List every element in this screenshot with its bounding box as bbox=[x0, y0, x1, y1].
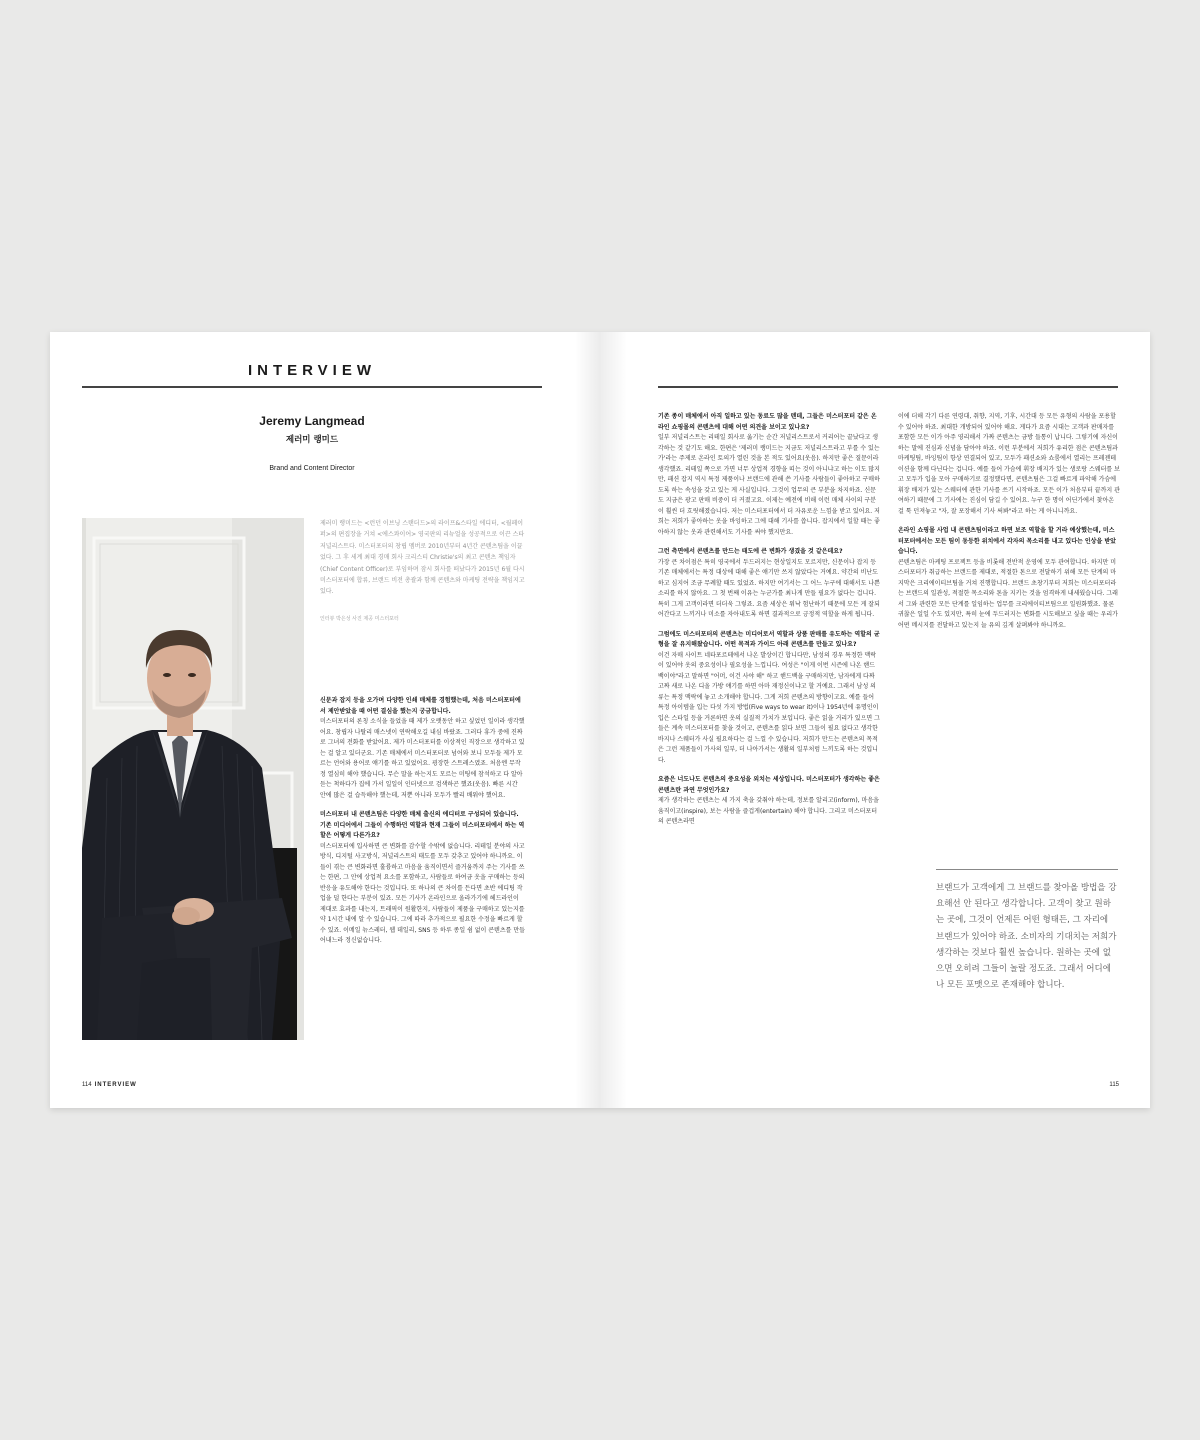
interviewee-role: Brand and Content Director bbox=[269, 465, 355, 472]
photo-credits: 인터뷰 박은성 사진 제공 미스터포터 bbox=[320, 616, 399, 622]
pull-quote: 브랜드가 고객에게 그 브랜드를 찾아올 방법을 강요해선 안 된다고 생각합니다. 고객이 찾고 원하는 곳에, 그것이 언제든 어떤 형태든, 그 자리에 브랜드가 있어야 하죠. 소비자의 기대치는 저희가 생각하는 것보다 훨씬 높습니다. 원하는 곳에 없으면 오히려 그들이 놀랄 정도죠. 그래서 어디에나 모든 포맷으로 존재해야 합니다. bbox=[936, 883, 1117, 991]
answer: 콘텐츠팀은 마케팅 프로젝트 등을 비롯해 전반적 운영에 모두 관여합니다. 하지만 미스터포터가 취급하는 브랜드를 제대로, 적절한 톤으로 전달하기 위해 모든 단계의 마지막은 크리에이티브팀을 거쳐 진행합니다. 브랜드 초창기부터 저희는 미스터포터라는 브랜드의 일관성, 적절한 목소리와 톤을 지키는 것을 엄격하게 내세웠습니다. 그래서 그와 관련한 모든 단계를 일임하는 업무를 크리에이티브팀으로 일원화했죠. 물론 귀찮은 일일 수도 있지만, 특히 눈에 두드러지는 변화를 시도해보고 싶을 때는 우리가 어떤 메시지를 전달하고 있는지 늘 유의 깊게 살펴봐야 하니까요. bbox=[898, 558, 1118, 629]
folio-left bbox=[82, 1082, 137, 1088]
page-number: 114 bbox=[82, 1082, 92, 1088]
question: 온라인 쇼핑몰 사업 내 콘텐츠팀이라고 하면 보조 역할을 할 거라 예상했는데, 미스터포터에서는 모든 팀이 동등한 위치에서 각자의 목소리를 내고 있다는 인상을 받았습니다. bbox=[898, 527, 1116, 555]
question: 요즘은 너도나도 콘텐츠의 중요성을 외치는 세상입니다. 미스터포터가 생각하는 좋은 콘텐츠란 과연 무엇인가요? bbox=[658, 776, 880, 794]
gutter-shadow bbox=[575, 332, 601, 1108]
answer: 미스터포터의 론칭 소식을 들었을 때 제가 오랫동안 하고 싶었던 일이라 생각했어요. 창립자 나탈리 매스넷이 연락해오길 내심 바랐죠. 그러다 휴가 중에 진짜로 그녀의 전화를 받았어요. 제가 미스터포터를 이상적인 직장으로 생각하고 있는 걸 알고 있더군요. 기존 매체에서 미스터포터로 넘어와 보니 모두들 제가 모르는 언어와 용어로 얘기를 하고 있었어요. 굉장한 스트레스였죠. 처음엔 무작정 열심히 해야 했습니다. 무슨 말을 하는지도 모르는 미팅에 참석하고 다 알아듣는 척하다가 집에 가서 일일이 인터넷으로 검색하곤 했죠(웃음). 빠른 시간 안에 많은 걸 습득해야 했는데, 저뿐 아니라 모두가 빨리 배워야 했어요. bbox=[320, 718, 525, 799]
header-rule bbox=[658, 386, 1118, 388]
magazine-spread bbox=[50, 332, 1150, 1108]
interviewee-name-english: Jeremy Langmead bbox=[259, 414, 365, 428]
left-page bbox=[50, 332, 601, 1108]
page-number: 115 bbox=[1109, 1082, 1119, 1088]
header-rule bbox=[82, 386, 542, 388]
right-body-column-2 bbox=[898, 412, 1120, 631]
answer: 제가 생각하는 콘텐츠는 세 가지 축을 갖춰야 하는데, 정보를 알리고(inform), 마음을 움직이고(inspire), 보는 사람을 즐겁게(entertain) 해야 합니다. 그리고 미스터포터의 콘텐츠라면 bbox=[658, 797, 879, 825]
right-page bbox=[601, 332, 1150, 1108]
question: 기존 종이 매체에서 아직 일하고 있는 동료도 많을 텐데, 그들은 미스터포터 같은 온라인 쇼핑몰의 콘텐츠에 대해 어떤 의견을 보이고 있나요? bbox=[658, 413, 877, 431]
question: 그럼에도 미스터포터의 콘텐츠는 미디어로서 역할과 상품 판매를 유도하는 역할의 균형을 잘 유지해왔습니다. 어떤 목적과 가이드 아래 콘텐츠를 만들고 있나요? bbox=[658, 630, 880, 648]
interviewee-name-korean: 제러미 랭미드 bbox=[285, 435, 339, 445]
answer: 일부 저널리스트는 리테일 회사로 옮기는 순간 저널리스트로서 커리어는 끝났다고 생각하는 것 같기도 해요. 한편은 '제러미 랭미드는 지금도 저널리스트라고 부를 수 있는가'라는 주제로 온라인 토의가 열린 것을 본 적도 있어요(웃음). 하지만 좋은 질문이라 생각했죠. 리테일 쪽으로 가면 너무 상업적 경향을 띠는 것이 아니냐고 하는 이도 많지만, 패션 잡지 역시 특정 제품이나 브랜드에 관해 쓴 기사를 사람들이 좋아하고 구매하도록 하는 속성을 갖고 있는 게 사실입니다. 그것이 업무의 큰 부분을 차지하죠. 신문도 지금은 광고 판매 비중이 더 커졌고요. 이제는 예전에 비해 이런 매체 사이의 구분이 훨씬 더 흐릿해졌습니다. 저는 미스터포터에서 더 자유로운 느낌을 받고 있어요. 저희는 저희가 좋아하는 옷을 바잉하고 그에 대해 기사를 씁니다. 잡지에서 일할 때는 좋아하지 않는 옷과 관련해서도 기사를 써야 했지만요. bbox=[658, 434, 880, 536]
question: 그런 측면에서 콘텐츠를 만드는 태도에 큰 변화가 생겼을 것 같은데요? bbox=[658, 548, 843, 555]
answer: 이건 자매 사이트 네타포르테에서 나온 발상이긴 합니다만, 남성의 경우 특정한 맥락이 있어야 옷의 중요성이나 필요성을 느낍니다. 여성은 "이게 이번 시즌에 나온 핸드백이야"라고 말하면 "어머, 이건 사야 해" 하고 핸드백을 구매하지만, 남자에게 다짜고짜 새로 나온 디올 가방 얘기를 하면 아마 재정신이냐고 할 거예요. 그래서 남성 의류는 특정 맥락에 놓고 소개해야 합니다. 그게 저희 콘텐츠의 방향이고요. 예를 들어 특정 아이템을 입는 다섯 가지 방법(Five ways to wear it)이나 1954년에 유명인이 입은 스타일 등을 거론하면 옷의 실질적 가치가 보입니다. 좋은 읽을 거리가 있으면 그들은 계속 미스터포터를 찾을 것이고, 콘텐츠를 읽다 보면 그들이 필요 없다고 생각한 바지나 스웨터가 사실 필요하다는 걸 느낄 수 있습니다. 저희가 만드는 콘텐츠의 목적은 그런 제품들이 가사의 일부, 더 나아가서는 생활의 일부처럼 느끼도록 하는 것입니다. bbox=[658, 651, 880, 764]
portrait-photo bbox=[82, 518, 304, 1040]
answer: 가장 큰 차이점은 특히 영국에서 두드러지는 현상일지도 모르지만, 신문이나 잡지 등 기존 매체에서는 특정 대상에 대해 좋은 얘기만 쓰지 않았다는 거예요. 약간의 비난도 하고 심지어 조금 무례할 때도 있었죠. 하지만 여기서는 그 어느 누구에 대해서도 나쁜 소리를 하지 않아요. 그 첫 번째 이유는 누군가를 최나게 만들 필요가 없다는 겁니다. 특히 그게 고객이라면 더더욱 그렇죠. 요즘 세상은 워낙 험난하기 때문에 모든 게 잘되어간다고 느끼거나 미소를 자아내도록 하면 결과적으로 긍정적 역할을 하게 됩니다. bbox=[658, 558, 880, 618]
intro-paragraph: 제러미 랭미드는 <런던 이브닝 스탠더드>의 라이프&스타일 에디터, <월페이퍼>의 편집장을 거쳐 <에스콰이어> 영국판의 리뉴얼을 성공적으로 이끈 스타 저널리스트다. 미스터포터의 창립 멤버로 2010년부터 4년간 콘텐츠팀을 이끌었다. 그 후 세계 최대 경매 회사 크리스티 Christie's의 최고 콘텐츠 책임자(Chief Content Officer)로 부임하며 잠시 회사를 떠났다가 2015년 6월 다시 미스터포터에 합류, 브랜드 비전 총괄과 함께 콘텐츠와 마케팅 전략을 책임지고 있다. bbox=[320, 520, 525, 596]
pull-quote-rule bbox=[936, 869, 1118, 870]
section-title: INTERVIEW bbox=[247, 362, 377, 379]
right-body-column-1 bbox=[658, 412, 880, 828]
question: 미스터포터 내 콘텐츠팀은 다양한 매체 출신의 에디터로 구성되어 있습니다. 기존 미디어에서 그들이 수행하던 역할과 현재 그들이 미스터포터에서 하는 역할은 어떻게 다른가요? bbox=[320, 811, 525, 839]
question: 신문과 잡지 등을 오가며 다양한 인쇄 매체를 경험했는데, 처음 미스터포터에서 제안받았을 때 어떤 결심을 했는지 궁금합니다. bbox=[320, 697, 521, 715]
answer: 이에 더해 각기 다른 연령대, 취향, 지역, 기후, 시간대 등 모든 유형의 사람을 포용할 수 있어야 하죠. 최대한 개방되어 있어야 해요. 게다가 요즘 시대는 고객과 판매자를 포함한 모든 이가 아주 영리해서 가짜 콘텐츠는 금방 들통이 납니다. 그렇기에 자신이 하는 말에 진심과 신념을 담아야 하죠. 이런 부분에서 저희가 유리한 점은 콘텐츠팀과 마케팅팀, 바잉팀이 항상 연결되어 있고, 모두가 패션쇼와 쇼룸에서 열리는 프레젠테이션을 함께 다닌다는 겁니다. 예를 들어 가슴에 휘장 배지가 있는 생로랑 스웨터를 보고 모두가 입을 모아 구매하기로 결정했다면, 콘텐츠팀은 그걸 빠르게 파악해 가슴에 휘장 배지가 있는 스웨터에 관한 기사를 쓰기 시작하죠. 모든 이가 처음부터 끝까지 관여하기 때문에 그 기사에는 진심이 담길 수 있어요. 누구 한 명이 어딘가에서 찾아온 걸 툭 던져놓고 "자, 잘 포장해서 기사 써봐"라고 하는 게 아니니까요. bbox=[898, 413, 1120, 515]
folio-section-label: INTERVIEW bbox=[94, 1082, 137, 1088]
gutter-shadow bbox=[601, 332, 627, 1108]
answer: 미스터포터에 입사하면 큰 변화를 감수할 수밖에 없습니다. 리테일 분야의 사고방식, 디지털 사고방식, 저널리스트의 태도를 모두 갖추고 있어야 하니까요. 이들이 겪는 큰 변화라면 훌륭하고 마음을 움직이면서 즐거움까지 주는 기사를 쓰는 한편, 그 안에 상업적 요소를 포함하고, 사람들로 하여금 옷을 구매하는 등의 반응을 유도해야 한다는 것입니다. 또 하나의 큰 차이를 든다면 초반 에디팅 작업을 덜 한다는 부분이 있죠. 모든 기사가 온라인으로 올라가기에 헤드라인이 제대로 효과를 내는지, 트래픽이 원활한지, 사람들이 제품을 구매하고 있는지를 약 1시간 내에 알 수 있습니다. 그에 따라 추가적으로 필요한 수정을 빠르게 할 수 있죠. 이메일 뉴스레터, 웹 데일리, SNS 등 하루 종일 쉼 없이 콘텐츠를 만들어내느라 정신없습니다. bbox=[320, 842, 525, 944]
left-body-column bbox=[320, 696, 525, 947]
